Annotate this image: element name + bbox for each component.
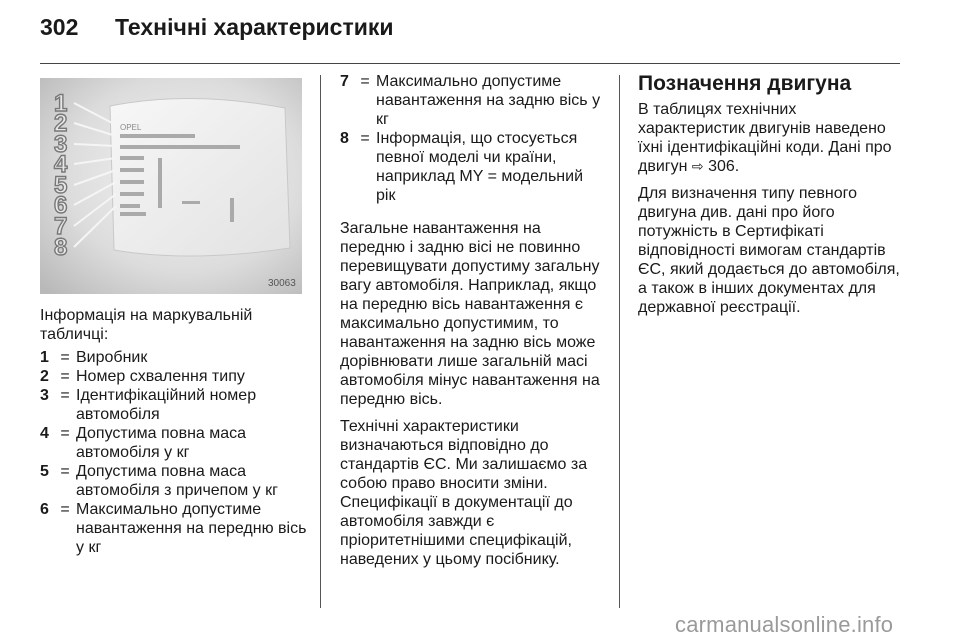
middle-column <box>340 72 602 577</box>
page-header <box>40 14 910 54</box>
legend-text: Допустима повна маса автомобіля у кг <box>76 425 247 461</box>
column-divider-2 <box>619 75 620 608</box>
callout-7: 7 <box>54 213 68 240</box>
plate-info-caption: Інформація на маркувальній табличці: <box>40 307 253 343</box>
legend-number: 8 <box>340 130 349 147</box>
engine-type-paragraph: Для визначення типу певного двигуна див. дані про його потужність в Сертифікаті відповідності вимогам стандартів ЄС, який додається до автомобіля, а також в інших документах для державної реєстрації. <box>638 185 900 316</box>
legend-number: 7 <box>340 73 349 90</box>
right-column <box>638 72 906 325</box>
callout-3: 3 <box>54 131 68 158</box>
callout-6: 6 <box>54 192 68 219</box>
engine-codes-text: В таблицях технічних характеристик двигунів наведено їхні ідентифікаційні коди. Дані про двигун <box>638 101 892 175</box>
legend-equals: = <box>60 349 70 366</box>
legend-number: 6 <box>40 501 49 518</box>
legend-text: Допустима повна маса автомобіля з причепом у кг <box>76 463 278 499</box>
plate-brand: OPEL <box>120 123 142 132</box>
legend-item <box>40 386 315 424</box>
legend-item <box>340 72 602 129</box>
identification-plate-illustration <box>40 78 302 294</box>
legend-text: Виробник <box>76 349 148 366</box>
legend-number: 4 <box>40 425 49 442</box>
legend-text: Ідентифікаційний номер автомобіля <box>76 387 257 423</box>
legend-text: Максимально допустиме навантаження на задню вісь у кг <box>376 73 601 128</box>
plate-legend-col2 <box>340 72 602 205</box>
legend-item <box>40 367 315 386</box>
legend-equals: = <box>60 368 70 385</box>
engine-codes-paragraph <box>638 100 906 176</box>
callout-5: 5 <box>54 172 68 199</box>
legend-number: 2 <box>40 368 49 385</box>
legend-item <box>40 462 315 500</box>
legend-text: Інформація, що стосується певної моделі чи країни, наприклад MY = модельний рік <box>376 130 584 204</box>
legend-item <box>40 348 315 367</box>
legend-equals: = <box>60 425 70 442</box>
section-title-engine-designation: Позначення двигуна <box>638 72 852 95</box>
callout-1: 1 <box>54 90 68 117</box>
legend-item <box>40 500 315 557</box>
plate-legend-col1 <box>40 348 315 557</box>
legend-number: 1 <box>40 349 49 366</box>
legend-item <box>40 424 315 462</box>
legend-text: Номер схвалення типу <box>76 368 245 385</box>
callout-4: 4 <box>54 151 68 178</box>
legend-equals: = <box>360 130 370 147</box>
legend-number: 3 <box>40 387 49 404</box>
identification-plate-figure <box>40 78 302 294</box>
legend-equals: = <box>360 73 370 90</box>
legend-item <box>340 129 602 205</box>
legend-equals: = <box>60 387 70 404</box>
specifications-paragraph: Технічні характеристики визначаються відповідно до стандартів ЄС. Ми залишаємо за собою право вносити зміни. Специфікації в документації до автомобіля завжди є пріоритетнішими специфікацій, наведених у цьому посібнику. <box>340 418 588 568</box>
page-title: Технічні характеристики <box>115 14 394 40</box>
legend-number: 5 <box>40 463 49 480</box>
axle-load-paragraph: Загальне навантаження на передню і задню вісі не повинно перевищувати допустиму загальну вагу автомобіля. Наприклад, якщо на передню вісь навантаження є максимально допустимим, то навантаження на задню вісь може дорівнювати лише загальній масі автомобіля мінус навантаження на передню вісь. <box>340 220 600 408</box>
legend-equals: = <box>60 501 70 518</box>
legend-equals: = <box>60 463 70 480</box>
page-reference-link[interactable]: 306. <box>708 158 740 175</box>
callout-2: 2 <box>54 110 68 137</box>
page-reference-arrow-icon: ⇨ <box>691 158 704 174</box>
watermark: carmanualsonline.info <box>675 612 894 637</box>
page-number: 302 <box>40 14 79 40</box>
header-divider <box>40 63 900 64</box>
column-divider-1 <box>320 75 321 608</box>
legend-text: Максимально допустиме навантаження на передню вісь у кг <box>76 501 307 556</box>
figure-code: 30063 <box>268 278 296 289</box>
callout-8: 8 <box>54 234 68 261</box>
